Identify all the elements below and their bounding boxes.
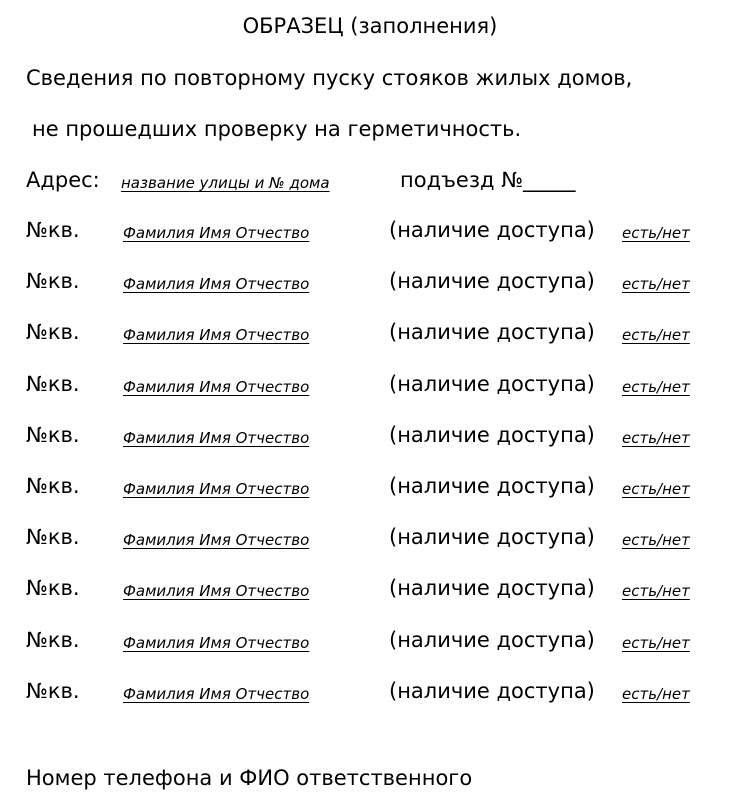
access-label: (наличие доступа) xyxy=(389,473,595,498)
access-value: есть/нет xyxy=(622,531,690,550)
apartment-number-label: №кв. xyxy=(26,422,80,447)
apartment-row xyxy=(26,372,726,423)
access-value: есть/нет xyxy=(622,633,690,652)
apartment-number-label: №кв. xyxy=(26,473,80,498)
apartment-number-label: №кв. xyxy=(26,525,80,550)
access-label: (наличие доступа) xyxy=(389,627,595,652)
responsible-contact-label: Номер телефона и ФИО ответственного xyxy=(26,766,473,790)
resident-name: Фамилия Имя Отчество xyxy=(123,684,310,703)
resident-name: Фамилия Имя Отчество xyxy=(123,224,310,242)
access-label: (наличие доступа) xyxy=(389,525,595,550)
resident-name: Фамилия Имя Отчество xyxy=(123,275,310,294)
apartment-row xyxy=(26,423,726,474)
apartment-number-label: №кв. xyxy=(26,576,80,601)
apartment-row xyxy=(26,320,726,371)
access-label: (наличие доступа) xyxy=(389,576,595,601)
heading-line-1: Сведения по повторному пуску стояков жилых домов, xyxy=(26,66,633,90)
apartment-number-label: №кв. xyxy=(26,627,80,652)
apartment-number-label: №кв. xyxy=(26,678,80,703)
access-value: есть/нет xyxy=(622,326,690,345)
apartment-row xyxy=(26,218,726,269)
address-value: название улицы и № дома xyxy=(121,174,330,192)
entrance-field: подъезд №_____ xyxy=(400,168,576,192)
apartment-row xyxy=(26,628,726,679)
address-row xyxy=(26,168,726,198)
document-title: ОБРАЗЕЦ (заполнения) xyxy=(242,14,498,38)
apartment-number-label: №кв. xyxy=(26,320,80,345)
apartment-row xyxy=(26,576,726,627)
access-value: есть/нет xyxy=(622,377,690,396)
access-value: есть/нет xyxy=(622,428,690,447)
apartment-row xyxy=(26,269,726,320)
heading-line-2: не прошедших проверку на герметичность. xyxy=(32,117,522,141)
access-label: (наличие доступа) xyxy=(389,269,595,294)
access-value: есть/нет xyxy=(622,684,690,703)
resident-name: Фамилия Имя Отчество xyxy=(123,531,310,550)
address-label: Адрес: xyxy=(26,168,100,192)
apartment-number-label: №кв. xyxy=(26,218,80,242)
apartment-row xyxy=(26,525,726,576)
apartment-row xyxy=(26,679,726,730)
resident-name: Фамилия Имя Отчество xyxy=(123,377,310,396)
resident-name: Фамилия Имя Отчество xyxy=(123,633,310,652)
access-label: (наличие доступа) xyxy=(389,218,595,242)
access-value: есть/нет xyxy=(622,224,690,242)
resident-name: Фамилия Имя Отчество xyxy=(123,428,310,447)
access-label: (наличие доступа) xyxy=(389,320,595,345)
access-value: есть/нет xyxy=(622,582,690,601)
apartment-row xyxy=(26,474,726,525)
apartment-number-label: №кв. xyxy=(26,269,80,294)
access-value: есть/нет xyxy=(622,479,690,498)
resident-name: Фамилия Имя Отчество xyxy=(123,582,310,601)
access-value: есть/нет xyxy=(622,275,690,294)
apartment-number-label: №кв. xyxy=(26,371,80,396)
resident-name: Фамилия Имя Отчество xyxy=(123,479,310,498)
resident-name: Фамилия Имя Отчество xyxy=(123,326,310,345)
access-label: (наличие доступа) xyxy=(389,422,595,447)
apartment-list xyxy=(26,218,726,730)
access-label: (наличие доступа) xyxy=(389,371,595,396)
access-label: (наличие доступа) xyxy=(389,678,595,703)
